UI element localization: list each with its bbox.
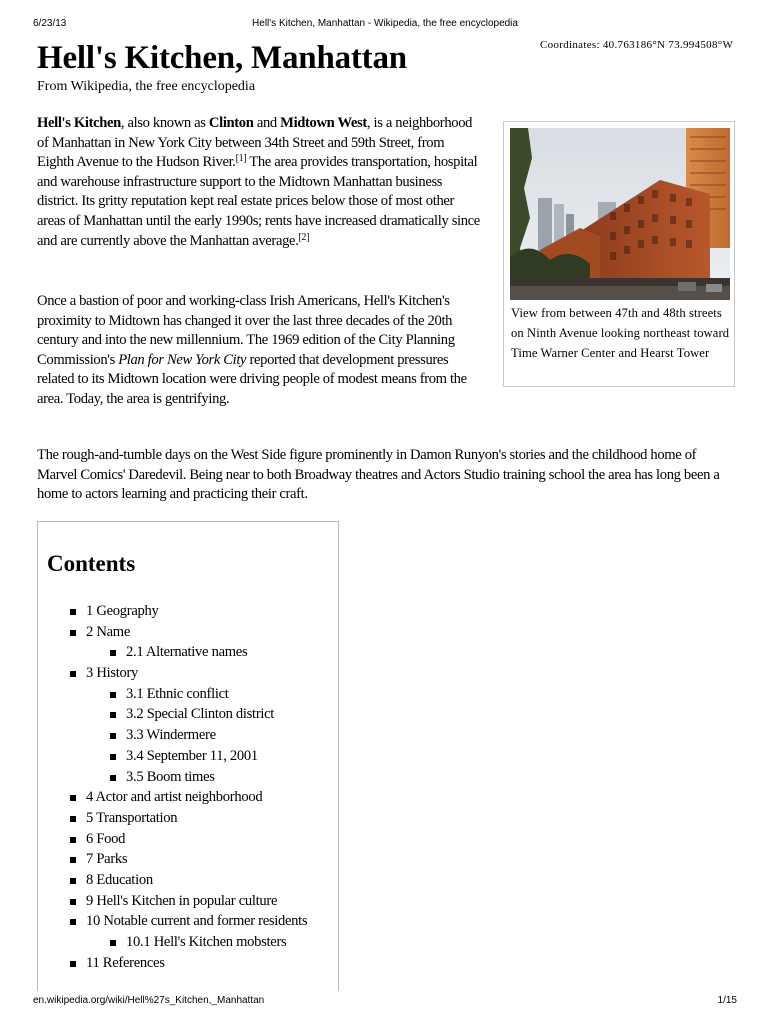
bullet-icon <box>70 878 76 884</box>
infobox <box>503 121 735 387</box>
bold-term-clinton: Clinton <box>208 115 254 131</box>
photo-caption: View from between 47th and 48th streets on Ninth Avenue looking northeast toward Time Warner Center and Hearst Tower <box>511 306 730 360</box>
site-tagline: From Wikipedia, the free encyclopedia <box>37 79 256 94</box>
intro-paragraph-1: Hell's Kitchen, also known as Clinton and Midtown West, is a neighborhood of Manhattan in New York City between 34th Street and 59th Street, from Eighth Avenue to the Hudson River.[1] The area provides transportation, hospital and warehouse infrastructure support to the Midtown Manhattan business district. Its gritty reputation kept real estate prices below those of most other areas of Manhattan until the early 1990s; rents have increased dramatically since and are currently above the Manhattan average.[2] <box>37 115 480 249</box>
toc-item-education[interactable]: 8 Education <box>38 870 307 891</box>
toc-item-food[interactable]: 6 Food <box>38 829 307 850</box>
toc-item-notable-residents[interactable]: 10 Notable current and former residents <box>38 911 307 932</box>
bullet-icon <box>70 961 76 967</box>
toc-item-ethnic-conflict[interactable]: 3.1 Ethnic conflict <box>38 684 307 705</box>
reference-link-1[interactable]: [1] <box>235 153 247 165</box>
bullet-icon <box>70 899 76 905</box>
page-title: Hell's Kitchen, Manhattan <box>37 40 407 76</box>
bullet-icon <box>70 671 76 677</box>
toc-item-special-clinton-district[interactable]: 3.2 Special Clinton district <box>38 704 307 725</box>
bullet-icon <box>70 609 76 615</box>
toc-item-september-11[interactable]: 3.4 September 11, 2001 <box>38 746 307 767</box>
neighborhood-photo[interactable] <box>510 128 730 300</box>
bullet-icon <box>110 775 116 781</box>
reference-link-2[interactable]: [2] <box>298 231 310 243</box>
table-of-contents <box>37 521 339 991</box>
bold-term-hells-kitchen: Hell's Kitchen <box>37 115 121 131</box>
intro-paragraph-3: The rough-and-tumble days on the West Side figure prominently in Damon Runyon's stories and the childhood home of Marvel Comics' Daredevil. Being near to both Broadway theatres and Actors Studio training school the area has long been a home to actors learning and practicing their craft. <box>37 447 720 503</box>
bullet-icon <box>110 940 116 946</box>
bullet-icon <box>110 754 116 760</box>
intro-paragraph-2: Once a bastion of poor and working-class Irish Americans, Hell's Kitchen's proximity to Midtown has changed it over the last three decades of the 20th century and into the new millennium. The 1969 edition of the City Planning Commission's Plan for New York City reported that development pressures related to its Midtown location were driving people of modest means from the area. Today, the area is gentrifying. <box>37 293 467 407</box>
toc-item-actor-artist-neighborhood[interactable]: 4 Actor and artist neighborhood <box>38 787 307 808</box>
toc-item-popular-culture[interactable]: 9 Hell's Kitchen in popular culture <box>38 891 307 912</box>
page-number: 1/15 <box>717 995 737 1006</box>
bullet-icon <box>70 919 76 925</box>
toc-item-geography[interactable]: 1 Geography <box>38 601 307 622</box>
bullet-icon <box>110 650 116 656</box>
coordinates-link[interactable]: Coordinates: 40.763186°N 73.994508°W <box>540 39 734 51</box>
toc-item-alternative-names[interactable]: 2.1 Alternative names <box>38 642 307 663</box>
print-header <box>0 18 770 32</box>
print-page-title: Hell's Kitchen, Manhattan - Wikipedia, the free encyclopedia <box>252 18 518 29</box>
footer-url: en.wikipedia.org/wiki/Hell%27s_Kitchen,_Manhattan <box>33 995 265 1006</box>
bold-term-midtown-west: Midtown West <box>280 115 367 131</box>
bullet-icon <box>110 692 116 698</box>
toc-item-boom-times[interactable]: 3.5 Boom times <box>38 767 307 788</box>
toc-item-name[interactable]: 2 Name <box>38 622 307 643</box>
toc-list <box>38 601 307 973</box>
bullet-icon <box>70 816 76 822</box>
toc-item-history[interactable]: 3 History <box>38 663 307 684</box>
toc-item-mobsters[interactable]: 10.1 Hell's Kitchen mobsters <box>38 932 307 953</box>
toc-item-transportation[interactable]: 5 Transportation <box>38 808 307 829</box>
print-date: 6/23/13 <box>33 18 67 29</box>
toc-item-parks[interactable]: 7 Parks <box>38 849 307 870</box>
toc-item-windermere[interactable]: 3.3 Windermere <box>38 725 307 746</box>
bullet-icon <box>70 795 76 801</box>
bullet-icon <box>110 733 116 739</box>
toc-title: Contents <box>47 551 136 576</box>
bullet-icon <box>70 857 76 863</box>
toc-item-references[interactable]: 11 References <box>38 953 307 974</box>
bullet-icon <box>70 837 76 843</box>
bullet-icon <box>70 630 76 636</box>
bullet-icon <box>110 712 116 718</box>
italic-plan-title: Plan for New York City <box>118 351 247 368</box>
